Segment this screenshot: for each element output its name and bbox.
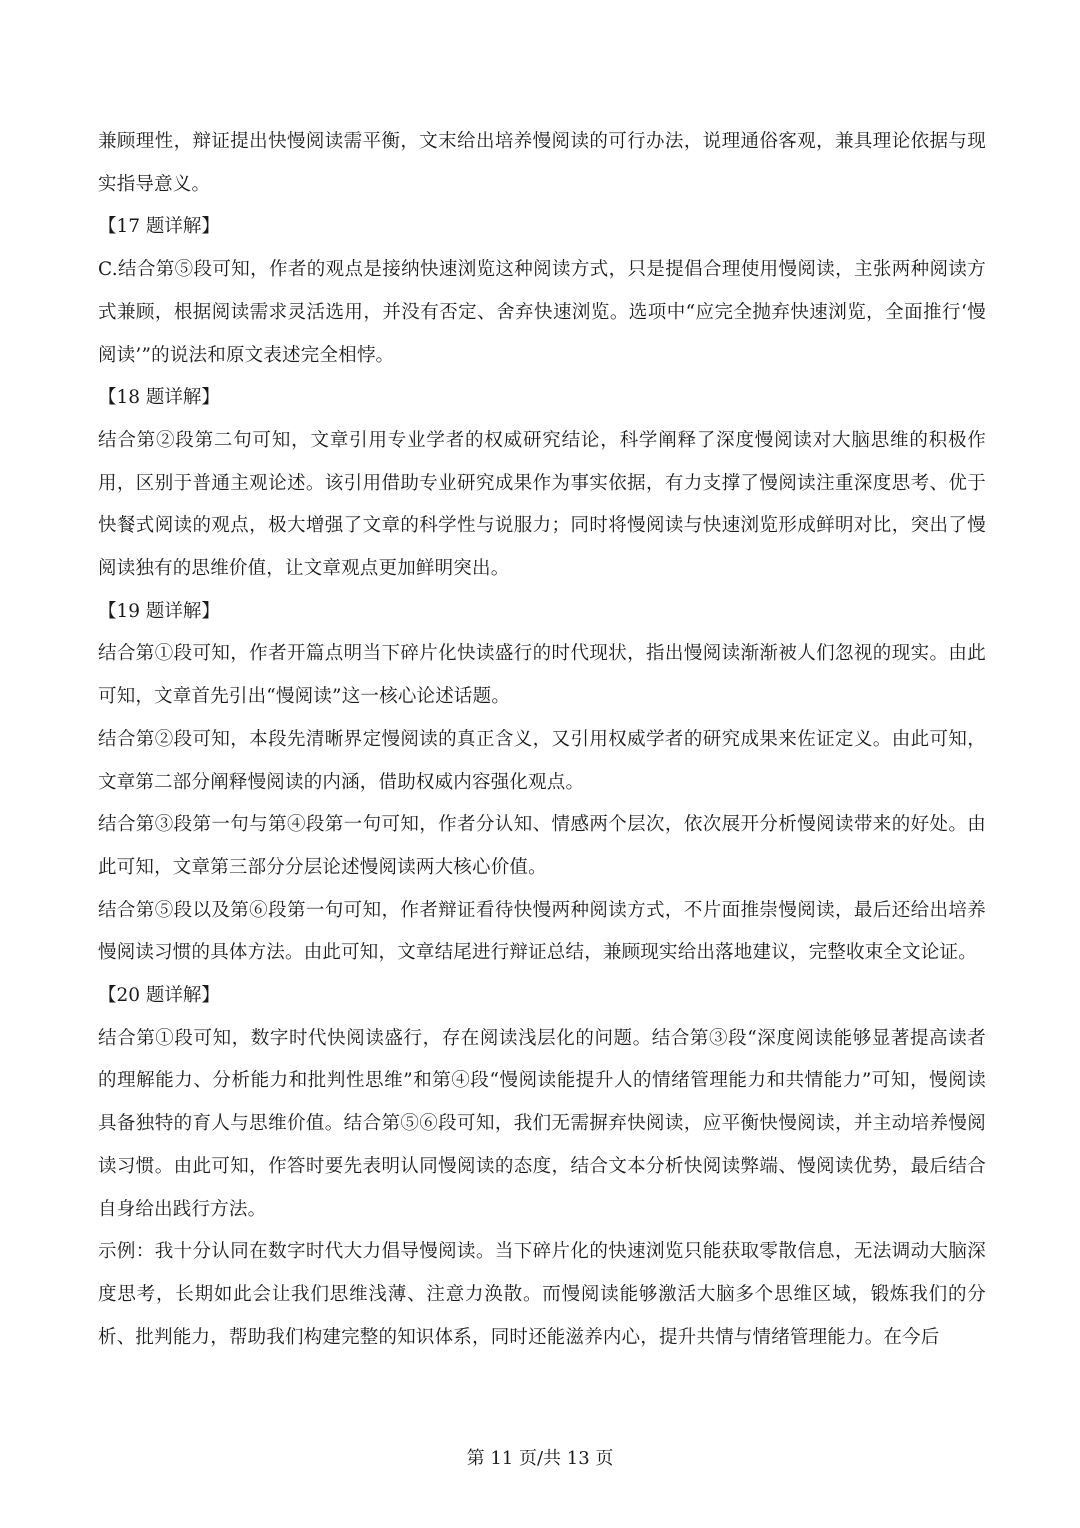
page-number-footer: 第 11 页/共 13 页 xyxy=(466,1448,614,1469)
page-content xyxy=(98,121,986,1359)
paragraph: 结合第①段可知，数字时代快阅读盛行，存在阅读浅层化的问题。结合第③段“深度阅读能够显著提高读者的理解能力、分析能力和批判性思维”和第④段“慢阅读能提升人的情绪管理能力和共情能力”可知，慢阅读具备独特的育人与思维价值。结合第⑤⑥段可知，我们无需摒弃快阅读，应平衡快慢阅读，并主动培养慢阅读习惯。由此可知，作答时要先表明认同慢阅读的态度，结合文本分析快阅读弊端、慢阅读优势，最后结合自身给出践行方法。 xyxy=(98,1027,986,1220)
paragraph: 结合第②段可知，本段先清晰界定慢阅读的真正含义，又引用权威学者的研究成果来佐证定义。由此可知，文章第二部分阐释慢阅读的内涵，借助权威内容强化观点。 xyxy=(98,728,986,793)
paragraph: 结合第②段第二句可知，文章引用专业学者的权威研究结论，科学阐释了深度慢阅读对大脑思维的积极作用，区别于普通主观论述。该引用借助专业研究成果作为事实依据，有力支撑了慢阅读注重深度思考、优于快餐式阅读的观点，极大增强了文章的科学性与说服力；同时将慢阅读与快速浏览形成鲜明对比，突出了慢阅读独有的思维价值，让文章观点更加鲜明突出。 xyxy=(98,429,986,580)
paragraph: 结合第①段可知，作者开篇点明当下碎片化快读盛行的时代现状，指出慢阅读渐渐被人们忽视的现实。由此可知，文章首先引出“慢阅读”这一核心论述话题。 xyxy=(98,643,986,708)
section-heading: 【19 题详解】 xyxy=(98,600,220,622)
paragraph: 示例：我十分认同在数字时代大力倡导慢阅读。当下碎片化的快速浏览只能获取零散信息，无法调动大脑深度思考，长期如此会让我们思维浅薄、注意力涣散。而慢阅读能够激活大脑多个思维区域，锻炼我们的分析、批判能力，帮助我们构建完整的知识体系，同时还能滋养内心，提升共情与情绪管理能力。在今后 xyxy=(98,1241,986,1348)
section-heading: 【17 题详解】 xyxy=(98,216,220,238)
paragraph: C.结合第⑤段可知，作者的观点是接纳快速浏览这种阅读方式，只是提倡合理使用慢阅读，主张两种阅读方式兼顾，根据阅读需求灵活选用，并没有否定、舍弃快速浏览。选项中“应完全抛弃快速浏览，全面推行‘慢阅读’”的说法和原文表述完全相悖。 xyxy=(98,259,986,366)
section-heading: 【20 题详解】 xyxy=(98,985,220,1007)
paragraph: 结合第③段第一句与第④段第一句可知，作者分认知、情感两个层次，依次展开分析慢阅读带来的好处。由此可知，文章第三部分分层论述慢阅读两大核心价值。 xyxy=(98,814,986,878)
paragraph: 兼顾理性，辩证提出快慢阅读需平衡，文末给出培养慢阅读的可行办法，说理通俗客观，兼具理论依据与现实指导意义。 xyxy=(98,131,986,195)
paragraph: 结合第⑤段以及第⑥段第一句可知，作者辩证看待快慢两种阅读方式，不片面推崇慢阅读，最后还给出培养慢阅读习惯的具体方法。由此可知，文章结尾进行辩证总结，兼顾现实给出落地建议，完整收束全文论证。 xyxy=(98,899,986,964)
section-heading: 【18 题详解】 xyxy=(98,387,220,409)
